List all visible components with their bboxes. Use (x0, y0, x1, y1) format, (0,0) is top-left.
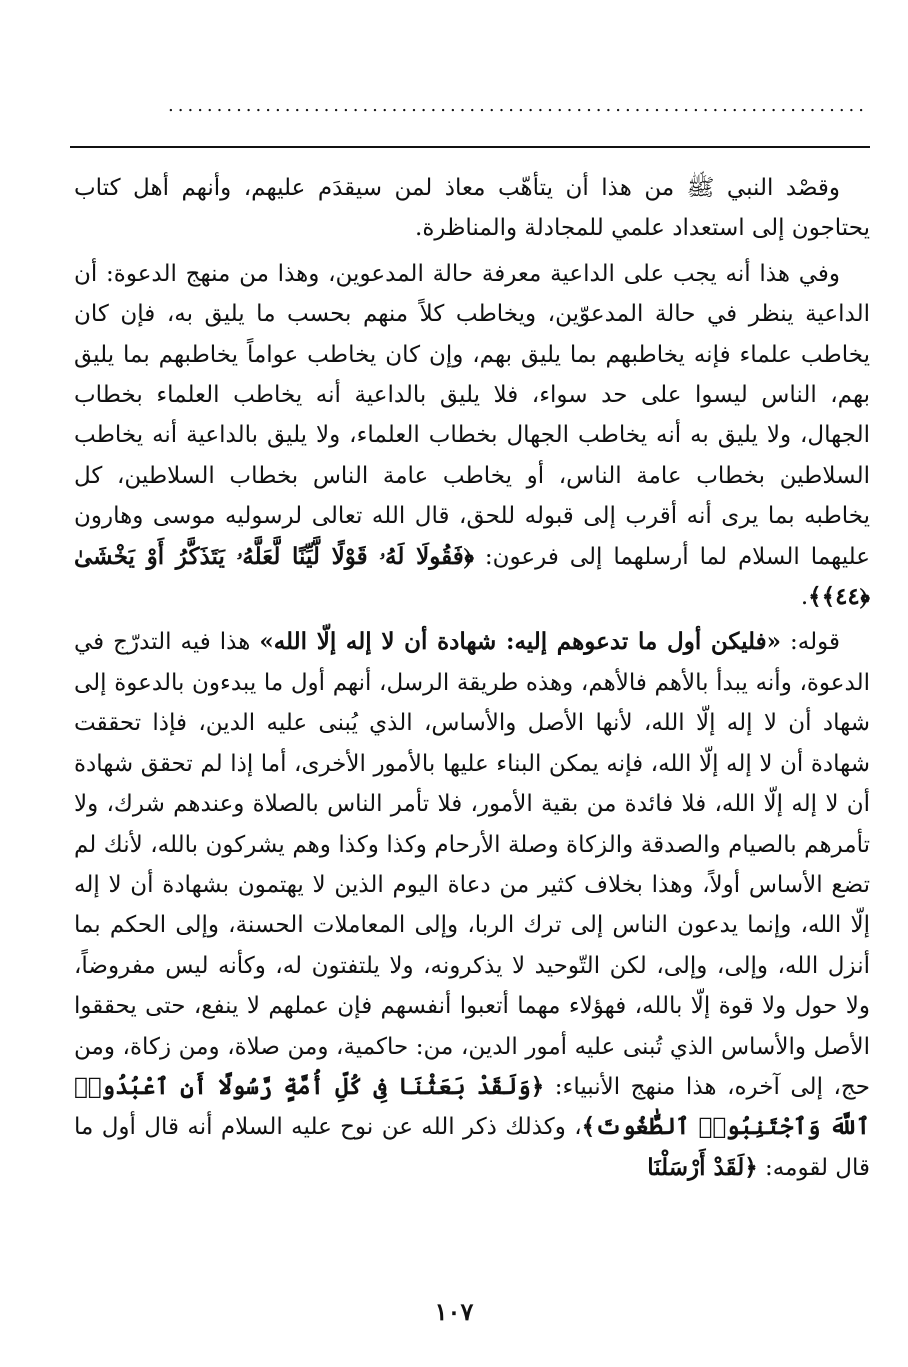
paragraph-text: قوله: (781, 629, 840, 656)
header-rule (70, 146, 870, 148)
page-body (74, 168, 870, 1268)
paragraph-text: هذا فيه التدرّج في الدعوة، وأنه يبدأ بالأهم فالأهم، وهذه طريقة الرسل، أنهم أول ما يبدءون بالدعوة إلى شهاد أن لا إله إلّا الله، لأنها الأصل والأساس، الذي يُبنى عليه الدين، فإذا تحققت شهادة أن لا إله إلّا الله، فإنه يمكن البناء عليها بالأمور الأخرى، أما إذا لم تحقق شهادة أن لا إله إلّا الله، فلا فائدة من بقية الأمور، فلا تأمر الناس بالصلاة وعندهم شرك، ولا تأمرهم بالصيام والصدقة والزكاة وصلة الأرحام وكذا وكذا وهم يشركون بالله، لأنك لم تضع الأساس أولاً، وهذا بخلاف كثير من دعاة اليوم الذين لا يهتمون بشهادة أن لا إله إلّا الله، وإنما يدعون الناس إلى ترك الربا، وإلى المعاملات الحسنة، وإلى الحكم بما أنزل الله، وإلى، وإلى، لكن التّوحيد لا يذكرونه، ولا يلتفتون له، وكأنه ليس مفروضاً، ولا حول ولا قوة إلّا بالله، فهؤلاء مهما أتعبوا أنفسهم فإن عملهم لا ينفع، حتى يحققوا الأصل والأساس الذي تُبنى عليه أمور الدين، من: حاكمية، ومن صلاة، ومن زكاة، ومن حج، إلى آخره، هذا منهج الأنبياء: (74, 629, 870, 1100)
quran-verse: ﴿وَلَقَدْ بَعَثْنَا فِى كُلِّ أُمَّةٍ رَّسُولًا أَنِ ٱعْبُدُوا۟ ٱللَّهَ وَٱجْتَنِبُوا۟ ٱلطَّٰغُوتَ﴾ (74, 1072, 870, 1141)
paragraph-text: وقصْد النبي ﷺ من هذا أن يتأهّب معاذ لمن سيقدَم عليهم، وأنهم أهل كتاب يحتاجون إلى استعداد علمي للمجادلة والمناظرة. (74, 175, 870, 242)
paragraph-text: وفي هذا أنه يجب على الداعية معرفة حالة المدعوين، وهذا من منهج الدعوة: أن الداعية ينظر في حالة المدعوّين، ويخاطب كلاً منهم بحسب ما يليق به، فإن كان يخاطب علماء فإنه يخاطبهم بما يليق بهم، وإن كان يخاطب عواماً يخاطبهم بما يليق بهم، الناس ليسوا على حد سواء، فلا يليق بالداعية أنه يخاطب العلماء بخطاب الجهال، ولا يليق به أنه يخاطب الجهال بخطاب العلماء، ولا يليق بالداعية أنه يخاطب السلاطين بخطاب عامة الناس، أو يخاطب عامة الناس بخطاب السلاطين، كل يخاطبه بما يرى أنه أقرب إلى قبوله للحق، قال الله تعالى لرسوليه موسى وهارون عليهما السلام لما أرسلهما إلى فرعون: (74, 260, 870, 570)
paragraph-text: ، وكذلك ذكر الله عن نوح عليه السلام أنه قال أول ما قال لقومه: (74, 1114, 870, 1181)
quran-verse: ﴿فَقُولَا لَهُۥ قَوْلًا لَّيِّنًا لَّعَلَّهُۥ يَتَذَكَّرُ أَوْ يَخْشَىٰ ﴿٤٤﴾﴾ (74, 542, 870, 611)
paragraph-2 (74, 254, 870, 618)
paragraph-3 (74, 622, 870, 1188)
header-dotted-line: ........................................................................ (168, 96, 868, 116)
hadith-quote: «فليكن أول ما تدعوهم إليه: شهادة أن لا إله إلّا الله» (259, 628, 782, 656)
paragraph-text: . (800, 584, 809, 611)
page-number: ١٠٧ (434, 1297, 474, 1326)
quran-verse: ﴿لَقَدْ أَرْسَلْنَا (647, 1153, 758, 1181)
paragraph-1 (74, 168, 870, 249)
